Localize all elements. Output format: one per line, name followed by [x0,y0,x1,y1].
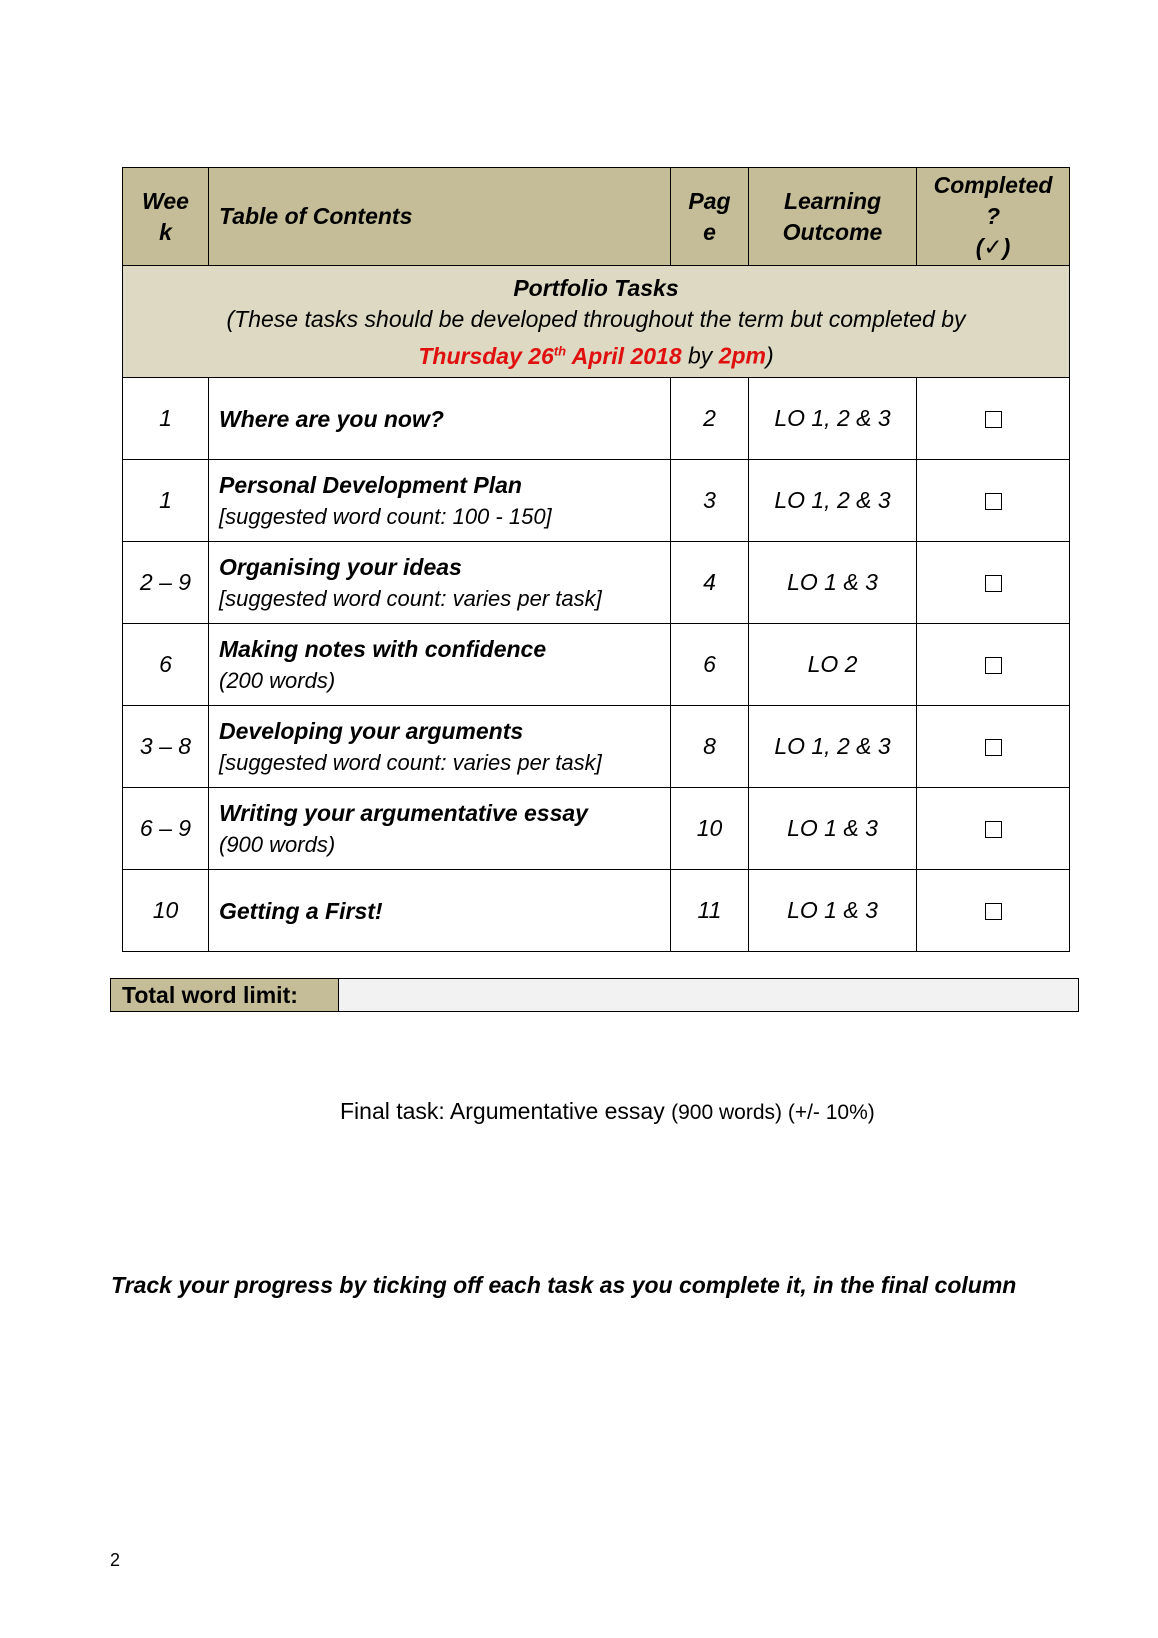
week-cell: 2 – 9 [123,542,209,624]
learning-outcome-cell: LO 1, 2 & 3 [749,460,917,542]
table-row [123,706,1070,788]
task-subtitle: [suggested word count: varies per task] [219,585,602,611]
word-limit-label: Total word limit: [111,979,339,1011]
completed-checkbox[interactable] [985,575,1002,592]
learning-outcome-cell: LO 2 [749,624,917,706]
table-row [123,378,1070,460]
task-title: Making notes with confidence [219,635,547,662]
page-cell: 3 [671,460,749,542]
learning-outcome-cell: LO 1 & 3 [749,870,917,952]
task-cell [209,870,671,952]
page-number: 2 [110,1550,121,1570]
week-cell: 10 [123,870,209,952]
deadline-time: 2pm [718,342,766,369]
task-title: Where are you now? [219,405,444,432]
contents-header: Table of Contents [209,168,671,266]
page-cell: 8 [671,706,749,788]
completed-cell [917,706,1070,788]
completed-cell [917,542,1070,624]
task-cell [209,788,671,870]
task-subtitle: [suggested word count: varies per task] [219,749,602,775]
checkmark-icon: ✓ [983,234,1003,260]
final-task-text: Final task: Argumentative essay (900 words) (+/- 10%) [340,1098,875,1124]
completed-checkbox[interactable] [985,903,1002,920]
task-cell [209,706,671,788]
page-cell: 6 [671,624,749,706]
task-subtitle: [suggested word count: 100 - 150] [219,503,552,529]
completed-checkbox[interactable] [985,657,1002,674]
completed-checkbox[interactable] [985,411,1002,428]
portfolio-banner: Portfolio Tasks (These tasks should be developed throughout the term but completed by Thursday 26th April 2018 by 2pm) [123,266,1070,378]
completed-header: Completed ? (✓) [917,168,1070,266]
completed-cell [917,788,1070,870]
learning-outcome-cell: LO 1 & 3 [749,542,917,624]
task-cell [209,378,671,460]
week-cell: 6 – 9 [123,788,209,870]
total-word-limit-field [110,978,1079,1012]
week-cell: 3 – 8 [123,706,209,788]
task-title: Writing your argumentative essay [219,799,588,826]
week-cell: 1 [123,460,209,542]
learning-outcome-cell: LO 1 & 3 [749,788,917,870]
completed-cell [917,624,1070,706]
table-row [123,788,1070,870]
task-subtitle: (200 words) [219,667,336,693]
completed-cell [917,378,1070,460]
table-row [123,542,1070,624]
deadline-date: Thursday 26th April 2018 [418,342,682,369]
task-cell [209,624,671,706]
completed-checkbox[interactable] [985,739,1002,756]
week-header: Wee k [123,168,209,266]
week-cell: 6 [123,624,209,706]
page-cell: 11 [671,870,749,952]
task-title: Organising your ideas [219,553,462,580]
banner-title: Portfolio Tasks [513,275,679,302]
instruction-text: Track your progress by ticking off each task as you complete it, in the final column [111,1272,1017,1298]
completed-cell [917,460,1070,542]
learning-outcome-header: Learning Outcome [749,168,917,266]
banner-description: (These tasks should be developed throughout the term but completed by [226,306,966,333]
page-cell: 4 [671,542,749,624]
task-title: Developing your arguments [219,717,524,744]
word-limit-input[interactable] [339,979,1078,1011]
table-row [123,460,1070,542]
portfolio-contents-table [122,167,1070,952]
table-row [123,870,1070,952]
learning-outcome-cell: LO 1, 2 & 3 [749,378,917,460]
completed-cell [917,870,1070,952]
task-title: Getting a First! [219,897,383,924]
table-row [123,624,1070,706]
portfolio-banner-row [123,266,1070,378]
task-cell [209,460,671,542]
week-cell: 1 [123,378,209,460]
task-cell [209,542,671,624]
completed-checkbox[interactable] [985,821,1002,838]
page-cell: 10 [671,788,749,870]
page-cell: 2 [671,378,749,460]
task-subtitle: (900 words) [219,831,336,857]
task-title: Personal Development Plan [219,471,522,498]
page-header: Pag e [671,168,749,266]
learning-outcome-cell: LO 1, 2 & 3 [749,706,917,788]
completed-checkbox[interactable] [985,493,1002,510]
table-header-row [123,168,1070,266]
